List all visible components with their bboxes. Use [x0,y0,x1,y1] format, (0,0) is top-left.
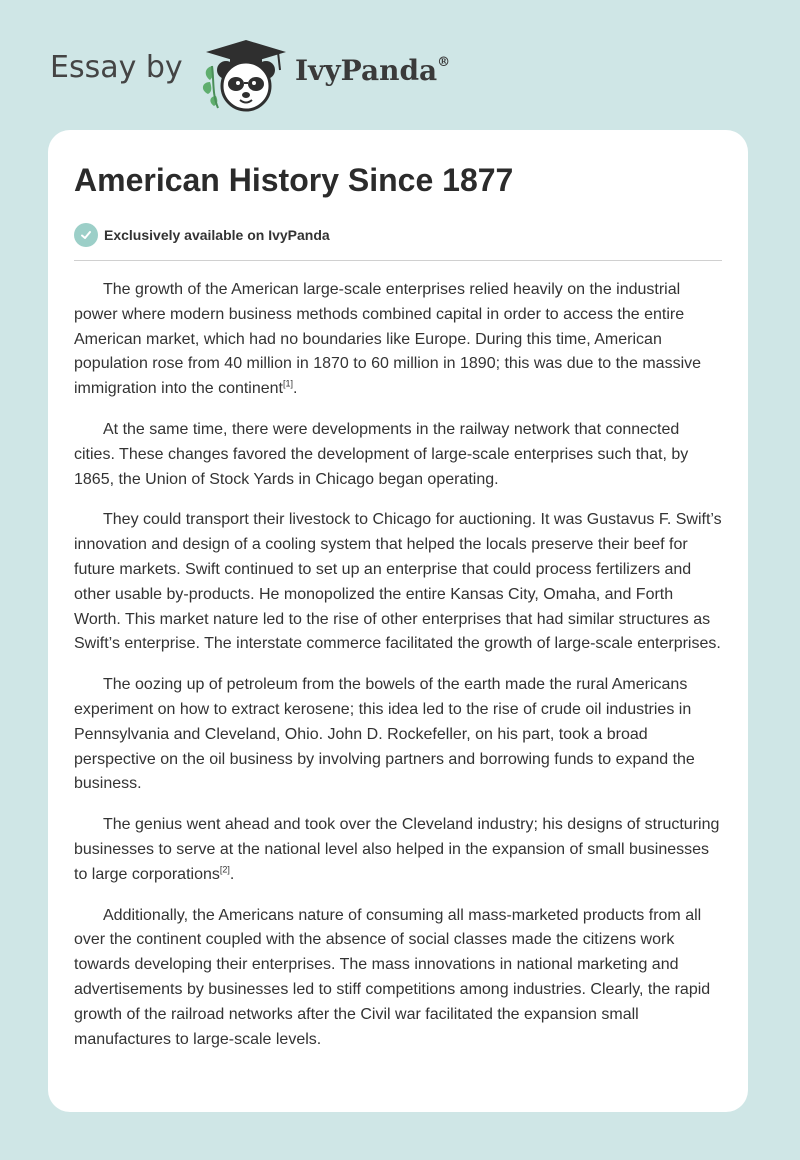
brand-text: IvyPanda [295,54,438,87]
paragraph [74,278,724,402]
paragraph [74,418,724,492]
site-header [50,30,750,110]
paragraph-text: At the same time, there were developments in the railway network that connected cities. These changes favored the development of large-scale enterprises such that, by 1865, the Union of Stock Yards in Chicago began operating. [74,420,689,488]
paragraph-text: The oozing up of petroleum from the bowels of the earth made the rural Americans experiment on how to extract kerosene; this idea led to the rise of crude oil industries in Pennsylvania and Cleveland, Ohio. John D. Rockefeller, on his part, took a broad perspective on the oil business by involving partners and borrowing funds to expand the business. [74,676,695,793]
paragraph-tail: . [229,865,235,883]
registered-mark: ® [437,54,451,70]
paragraph [74,673,724,797]
paragraph-text: Additionally, the Americans nature of consuming all mass-marketed products from all over the continent coupled with the absence of social classes made the citizens work towards developing their enterprises. The mass innovations in national marketing and advertisements by businesses led to stiff competitions among industries. Clearly, the rapid growth of the railroad networks after the Civil war facilitated the expansion small manufactures to large-scale levels. [74,906,711,1048]
paragraph-text: The genius went ahead and took over the Cleveland industry; his designs of structuring businesses to serve at the national level also helped in the expansion of small businesses to large corporations [74,816,720,883]
footnote-ref[interactable]: [1] [283,378,294,389]
paragraph [74,904,724,1053]
footnote-ref[interactable]: [2] [219,864,230,875]
article-body [74,278,724,1068]
ivypanda-logo-icon[interactable] [200,36,290,112]
article-card [48,130,748,1112]
check-icon [74,223,98,247]
paragraph [74,813,724,887]
page-title: American History Since 1877 [74,162,514,198]
essay-by-label: Essay by [50,50,183,85]
paragraph [74,508,724,657]
paragraph-text: The growth of the American large-scale enterprises relied heavily on the industrial power where modern business methods combined capital in order to access the entire American market, which had no boundaries like Europe. During this time, American population rose from 40 million in 1870 to 60 million in 1890; this was due to the massive immigration into the continent [74,281,702,398]
divider [74,260,722,261]
paragraph-tail: . [293,380,298,398]
exclusive-badge-label: Exclusively available on IvyPanda [104,227,330,243]
paragraph-text: They could transport their livestock to Chicago for auctioning. It was Gustavus F. Swift’s innovation and design of a cooling system that helped the locals preserve their beef for future markets. Swift continued to set up an enterprise that could process fertilizers and other usable by-products. He monopolized the entire Kansas City, Omaha, and Forth Worth. This market nature led to the rise of other enterprises that had similar structures as Swift’s enterprise. The interstate commerce facilitated the growth of large-scale enterprises. [74,511,722,653]
brand-name[interactable] [295,54,450,87]
exclusive-badge [74,223,330,247]
